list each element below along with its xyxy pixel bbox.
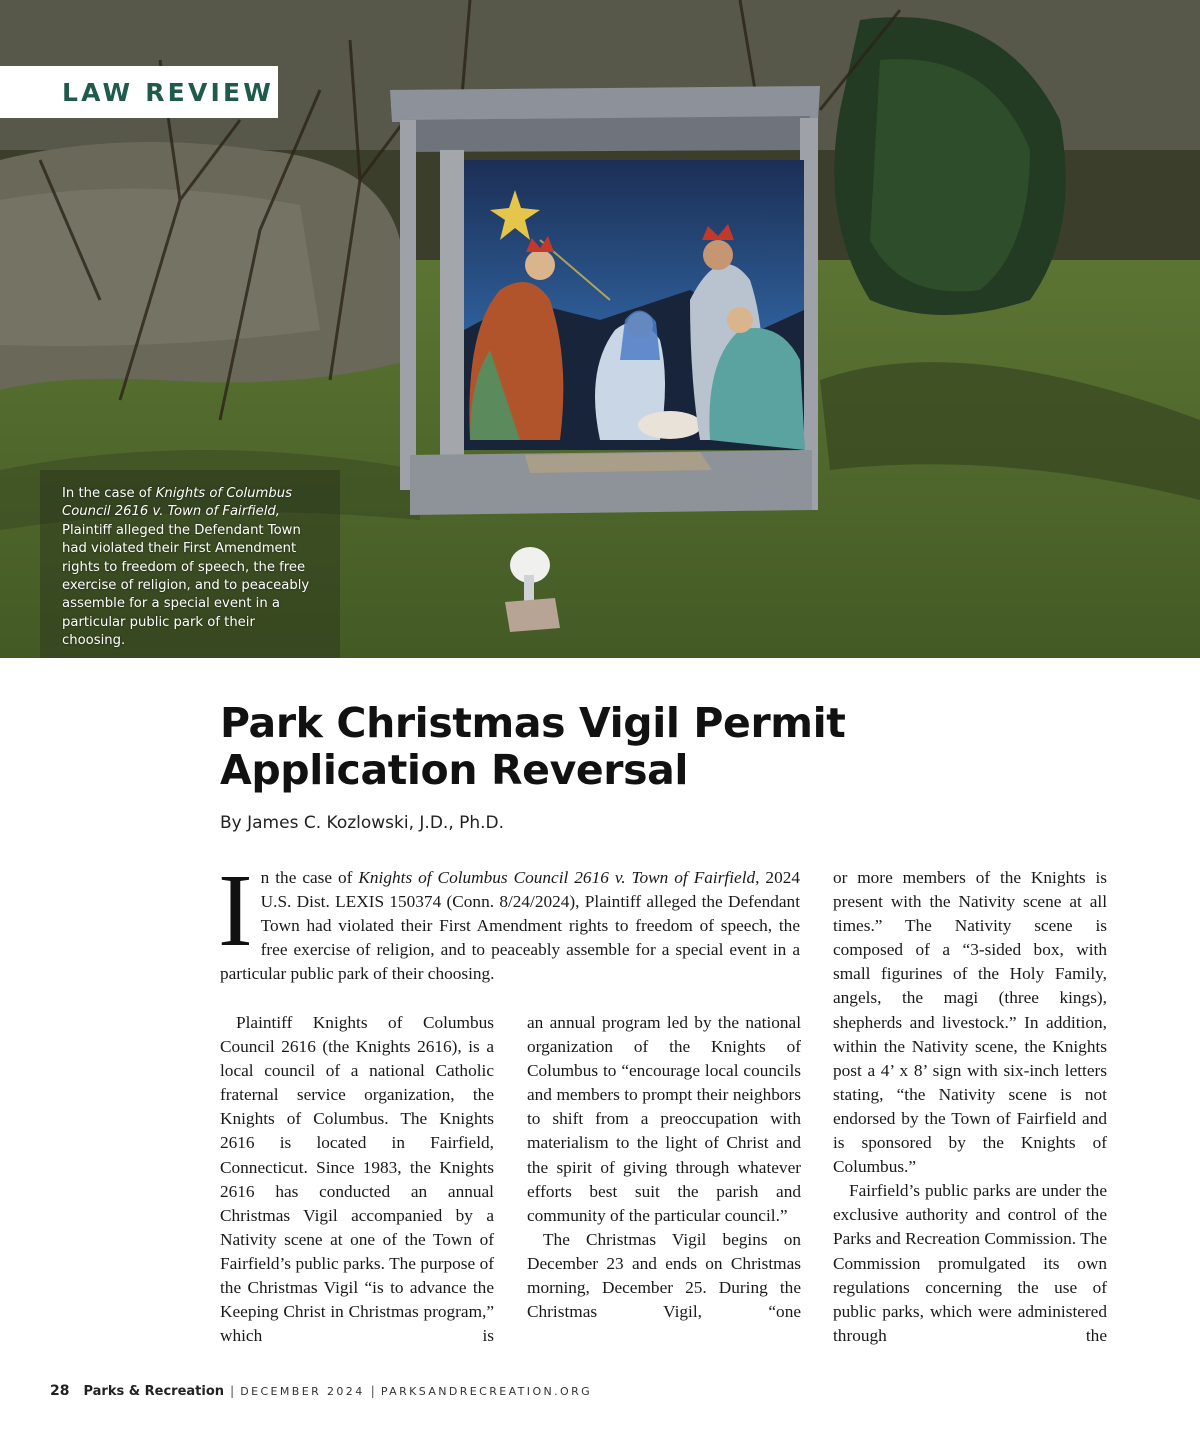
body-column-3 [833,866,1107,1348]
footer-separator: | [230,1383,235,1398]
issue-date: DECEMBER 2024 [240,1385,365,1398]
body-paragraph: an annual program led by the national organization of the Knights of Columbus to “encourage local councils and members to prompt their neighbors to shift from a preoccupation with materialism to the light of Christ and the spirit of giving through whatever efforts best suit the parish and community of the particular council.” [527,1013,801,1225]
lede-after: , 2024 U.S. Dist. LEXIS 150374 (Conn. 8/24/2024), Plaintiff alleged the Defendant Town had violated their First Amendment rights to freedom of speech, the free exercise of religion, and to peaceably assemble for a special event in a particular public park of their choosing. [220,868,800,984]
article-title: Park Christmas Vigil Permit Application Reversal [220,699,846,794]
footer-separator: | [370,1383,375,1398]
page-footer [50,1383,592,1399]
body-paragraph: The Christmas Vigil begins on December 23 and ends on Christmas morning, December 25. During the Christmas Vigil, “one [527,1229,801,1322]
body-paragraph: Plaintiff Knights of Columbus Council 2616 (the Knights 2616), is a local council of a national Catholic fraternal service organization, the Knights of Columbus. The Knights 2616 is located in Fairfield, Connecticut. Since 1983, the Knights 2616 has conducted an annual Christmas Vigil accompanied by a Nativity scene at one of the Town of Fairfield’s public parks. The purpose of the Christmas Vigil “is to advance the Keeping Christ in Christmas program,” which is [220,1013,494,1346]
body-paragraph: Fairfield’s public parks are under the exclusive authority and control of the Parks and Recreation Commission. The Commission promulgated its own regulations concerning the use of public parks, which were administered through the [833,1181,1107,1345]
hero-photo [0,0,1200,658]
drop-cap: I [218,853,253,968]
website-url: PARKSANDRECREATION.ORG [380,1385,593,1398]
caption-case-name: Knights of Columbus Council 2616 v. Town of Fairfield, [62,486,292,520]
article-byline: By James C. Kozlowski, J.D., Ph.D. [220,813,505,833]
body-column-2 [527,1011,801,1324]
publication-name: Parks & Recreation [83,1384,225,1399]
body-column-1 [220,1011,494,1348]
lede-before: n the case of [260,868,359,887]
body-paragraph: or more members of the Knights is present with the Nativity scene at all times.” The Nativity scene is composed of a “3-sided box, with small figurines of the Holy Family, angels, the magi (three kings), shepherds and livestock.” In addition, within the Nativity scene, the Knights post a 4’ x 8’ sign with six-inch letters stating, “the Nativity scene is not endorsed by the Town of Fairfield and is sponsored by the Knights of Columbus.” [833,868,1107,1177]
section-tag-law-review: LAW REVIEW [0,66,278,118]
photo-caption [62,485,322,651]
lede-case-name: Knights of Columbus Council 2616 v. Town of Fairfield [358,868,756,887]
caption-body: Plaintiff alleged the Defendant Town had violated their First Amendment rights to freedom of speech, the free exercise of religion, and to peaceably assemble for a special event in a particular public park of their choosing. [62,522,310,649]
page-number: 28 [50,1383,70,1399]
lede-paragraph [218,853,800,986]
article-lede [218,853,800,986]
caption-prefix: In the case of [62,486,156,501]
